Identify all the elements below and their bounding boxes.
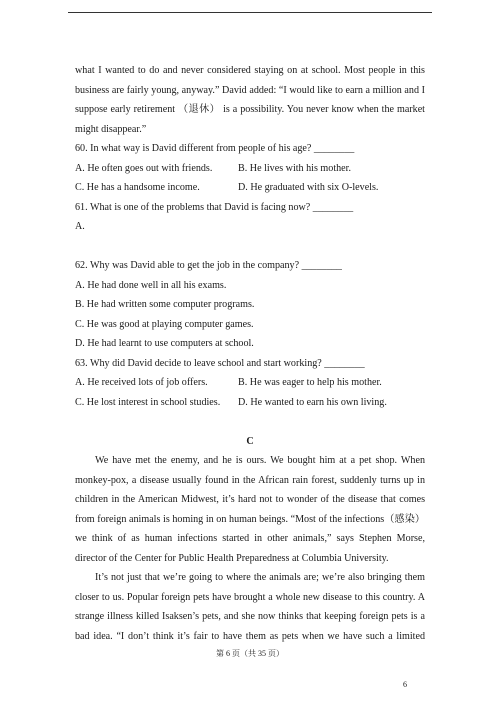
page-content	[75, 61, 425, 646]
page-footer: 第 6 页（共 35 页）	[216, 649, 284, 658]
header-rule	[68, 12, 432, 13]
passage-line: what I wanted to do and never considered staying on at school. Most people in this	[75, 65, 425, 76]
passage-line: we think of as human infections started in other animals,” says Stephen Morse,	[75, 533, 425, 544]
option-c: C. He has a handsome income.	[75, 182, 200, 193]
passage-line: closer to us. Popular foreign pets have brought a whole new disease to this country. A	[75, 591, 425, 603]
question-60: 60. In what way is David different from people of his age? ________	[75, 143, 355, 154]
option-a: A. He received lots of job offers.	[75, 377, 208, 388]
blank-space	[75, 237, 425, 257]
section-heading: C	[246, 435, 254, 447]
option-b: B. He had written some computer programs.	[75, 299, 255, 310]
options-row	[75, 393, 425, 413]
options-row	[75, 373, 425, 393]
passage-line: It’s not just that we’re going to where the animals are; we’re also bringing them	[95, 572, 425, 583]
passage-line: strange illness killed Isaksen’s pets, and she now thinks that keeping foreign pets is a	[75, 611, 425, 622]
passage-line: director of the Center for Public Health Preparedness at Columbia University.	[75, 552, 389, 564]
question-61: 61. What is one of the problems that David is facing now? ________	[75, 201, 354, 213]
question-63: 63. Why did David decide to leave school and start working? ________	[75, 357, 365, 369]
passage-line: bad idea. “I don’t think it’s fair to have them as pets when we have such a limited	[75, 630, 425, 642]
option-d: D. He graduated with six O-levels.	[238, 182, 379, 193]
option-b: B. He lives with his mother.	[238, 162, 351, 174]
option-c: C. He was good at playing computer games.	[75, 318, 254, 330]
passage-line: from foreign animals is homing in on human beings. “Most of the infections（感染）	[75, 513, 425, 525]
options-row	[75, 178, 425, 198]
passage-line: monkey-pox, a disease usually found in the African rain forest, suddenly turns up in	[75, 474, 425, 486]
option-a: A. He had done well in all his exams.	[75, 279, 227, 291]
passage-line: might disappear.”	[75, 123, 147, 135]
passage-line: business are fairly young, anyway.” David added: “I would like to earn a million and I	[75, 84, 425, 96]
passage-line: children in the American Midwest, it’s hard not to wonder of the disease that comes	[75, 494, 425, 505]
option-d: D. He wanted to earn his own living.	[238, 396, 387, 408]
options-row	[75, 159, 425, 179]
answer-61: A.	[75, 221, 85, 232]
question-62: 62. Why was David able to get the job in the company? ________	[75, 260, 342, 271]
blank-space	[75, 412, 425, 432]
passage-line: We have met the enemy, and he is ours. We bought him at a pet shop. When	[95, 455, 425, 466]
option-a: A. He often goes out with friends.	[75, 162, 213, 174]
option-b: B. He was eager to help his mother.	[238, 377, 382, 388]
option-d: D. He had learnt to use computers at school.	[75, 338, 254, 349]
page-number: 6	[403, 680, 407, 689]
passage-line: suppose early retirement （退休） is a possibility. You never know when the market	[75, 104, 425, 115]
option-c: C. He lost interest in school studies.	[75, 396, 221, 408]
